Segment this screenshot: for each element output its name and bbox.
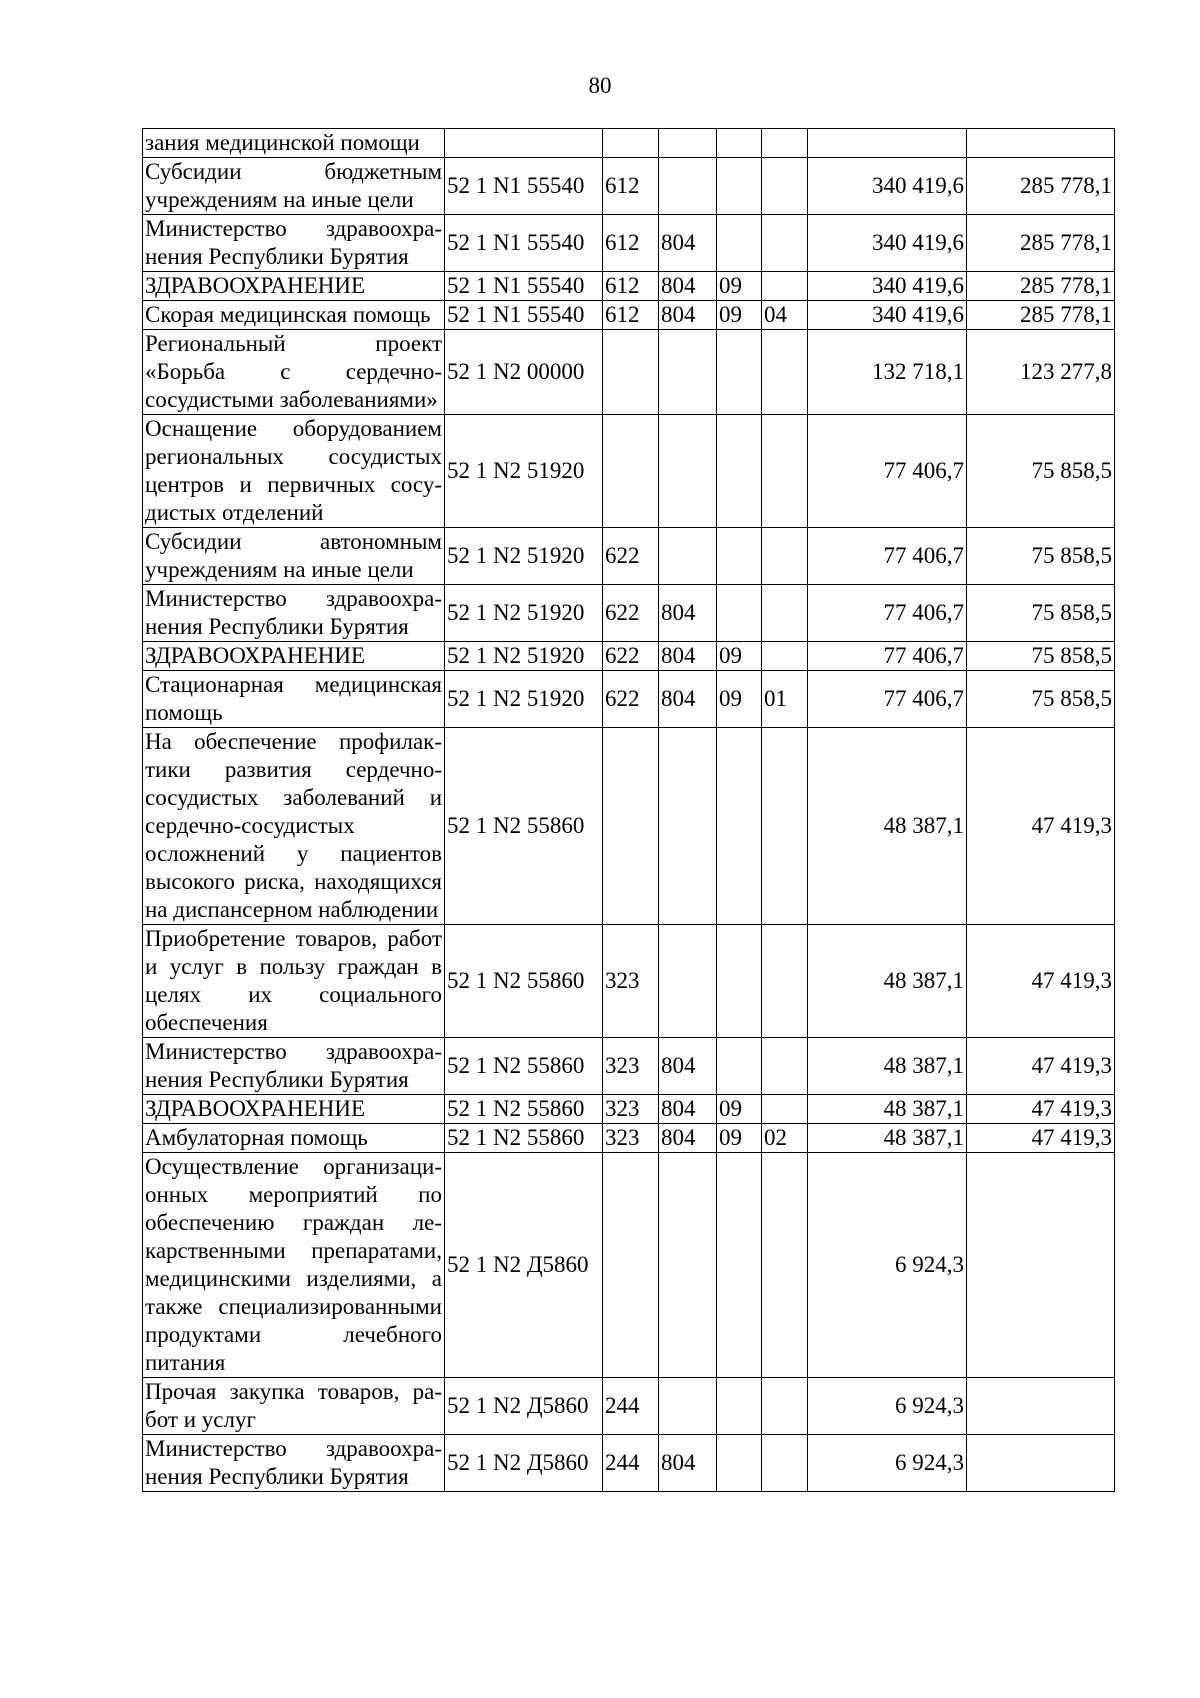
amount-second-year-cell bbox=[967, 129, 1115, 158]
ministry-code-cell: 804 bbox=[659, 301, 717, 330]
expense-type-code-cell bbox=[603, 1153, 659, 1378]
target-article-code-cell: 52 1 N2 Д5860 bbox=[445, 1378, 603, 1435]
amount-second-year-cell: 75 858,5 bbox=[967, 415, 1115, 528]
amount-second-year-cell: 47 419,3 bbox=[967, 1095, 1115, 1124]
table-row bbox=[143, 129, 1115, 158]
subsection-code-cell bbox=[762, 1153, 808, 1378]
table-row bbox=[143, 1095, 1115, 1124]
subsection-code-cell bbox=[762, 925, 808, 1038]
ministry-code-cell: 804 bbox=[659, 1095, 717, 1124]
ministry-code-cell bbox=[659, 1378, 717, 1435]
item-name-cell: Министерство здравоохранения Республики Бурятия bbox=[143, 1435, 445, 1492]
table-row bbox=[143, 671, 1115, 728]
item-name-cell: Стационарная медицинская помощь bbox=[143, 671, 445, 728]
table-row bbox=[143, 1153, 1115, 1378]
target-article-code-cell: 52 1 N1 55540 bbox=[445, 301, 603, 330]
subsection-code-cell: 01 bbox=[762, 671, 808, 728]
amount-second-year-cell: 75 858,5 bbox=[967, 671, 1115, 728]
amount-first-year-cell: 48 387,1 bbox=[808, 1124, 967, 1153]
section-code-cell: 09 bbox=[717, 301, 762, 330]
item-name-cell: ЗДРАВООХРАНЕНИЕ bbox=[143, 642, 445, 671]
item-name-cell: зания медицинской помощи bbox=[143, 129, 445, 158]
target-article-code-cell: 52 1 N2 51920 bbox=[445, 642, 603, 671]
amount-second-year-cell: 123 277,8 bbox=[967, 330, 1115, 415]
table-row bbox=[143, 158, 1115, 215]
section-code-cell bbox=[717, 1378, 762, 1435]
ministry-code-cell bbox=[659, 158, 717, 215]
section-code-cell bbox=[717, 528, 762, 585]
section-code-cell: 09 bbox=[717, 1124, 762, 1153]
subsection-code-cell bbox=[762, 1435, 808, 1492]
amount-first-year-cell: 77 406,7 bbox=[808, 585, 967, 642]
item-name-cell: На обеспечение профилактики развития сердечно-сосудистых заболеваний и сердечно-сосудистых осложнений у пациентов высокого риска, находящихся на диспансерном наблюдении bbox=[143, 728, 445, 925]
section-code-cell: 09 bbox=[717, 1095, 762, 1124]
amount-first-year-cell: 48 387,1 bbox=[808, 1095, 967, 1124]
table-row bbox=[143, 585, 1115, 642]
target-article-code-cell: 52 1 N2 55860 bbox=[445, 1124, 603, 1153]
item-name-cell: Министерство здравоохранения Республики Бурятия bbox=[143, 215, 445, 272]
subsection-code-cell bbox=[762, 1378, 808, 1435]
amount-first-year-cell: 77 406,7 bbox=[808, 528, 967, 585]
target-article-code-cell: 52 1 N2 51920 bbox=[445, 415, 603, 528]
expense-type-code-cell: 622 bbox=[603, 585, 659, 642]
table-row bbox=[143, 301, 1115, 330]
item-name-cell: Скорая медицинская помощь bbox=[143, 301, 445, 330]
item-name-cell: Субсидии автономным учреждениям на иные цели bbox=[143, 528, 445, 585]
ministry-code-cell: 804 bbox=[659, 1124, 717, 1153]
target-article-code-cell: 52 1 N2 00000 bbox=[445, 330, 603, 415]
expense-type-code-cell: 244 bbox=[603, 1378, 659, 1435]
table-row bbox=[143, 1378, 1115, 1435]
amount-first-year-cell: 340 419,6 bbox=[808, 301, 967, 330]
subsection-code-cell bbox=[762, 585, 808, 642]
section-code-cell bbox=[717, 215, 762, 272]
amount-second-year-cell bbox=[967, 1153, 1115, 1378]
section-code-cell bbox=[717, 1435, 762, 1492]
ministry-code-cell bbox=[659, 330, 717, 415]
subsection-code-cell bbox=[762, 1038, 808, 1095]
table-row bbox=[143, 728, 1115, 925]
amount-first-year-cell bbox=[808, 129, 967, 158]
item-name-cell: Приобретение товаров, работ и услуг в пользу граждан в целях их социального обеспечения bbox=[143, 925, 445, 1038]
section-code-cell: 09 bbox=[717, 272, 762, 301]
amount-second-year-cell bbox=[967, 1378, 1115, 1435]
subsection-code-cell bbox=[762, 528, 808, 585]
amount-first-year-cell: 48 387,1 bbox=[808, 925, 967, 1038]
subsection-code-cell bbox=[762, 158, 808, 215]
target-article-code-cell: 52 1 N2 51920 bbox=[445, 585, 603, 642]
item-name-cell: Осуществление организационных мероприятий по обеспечению граждан лекарственными препаратами, медицинскими изделиями, а также специализированными продуктами лечебного питания bbox=[143, 1153, 445, 1378]
table-row bbox=[143, 215, 1115, 272]
expense-type-code-cell: 323 bbox=[603, 925, 659, 1038]
expense-type-code-cell: 244 bbox=[603, 1435, 659, 1492]
section-code-cell bbox=[717, 415, 762, 528]
section-code-cell bbox=[717, 129, 762, 158]
expense-type-code-cell: 612 bbox=[603, 215, 659, 272]
ministry-code-cell bbox=[659, 728, 717, 925]
amount-second-year-cell: 75 858,5 bbox=[967, 528, 1115, 585]
amount-second-year-cell: 75 858,5 bbox=[967, 585, 1115, 642]
ministry-code-cell: 804 bbox=[659, 585, 717, 642]
ministry-code-cell: 804 bbox=[659, 272, 717, 301]
amount-first-year-cell: 77 406,7 bbox=[808, 642, 967, 671]
target-article-code-cell: 52 1 N2 55860 bbox=[445, 1095, 603, 1124]
table-row bbox=[143, 415, 1115, 528]
budget-table bbox=[142, 128, 1115, 1492]
expense-type-code-cell bbox=[603, 728, 659, 925]
amount-second-year-cell: 47 419,3 bbox=[967, 1038, 1115, 1095]
item-name-cell: Субсидии бюджетным учреждениям на иные цели bbox=[143, 158, 445, 215]
item-name-cell: Региональный проект «Борьба с сердечно-сосудистыми заболеваниями» bbox=[143, 330, 445, 415]
subsection-code-cell bbox=[762, 330, 808, 415]
section-code-cell bbox=[717, 728, 762, 925]
item-name-cell: Министерство здравоохранения Республики Бурятия bbox=[143, 585, 445, 642]
expense-type-code-cell: 622 bbox=[603, 642, 659, 671]
amount-second-year-cell: 47 419,3 bbox=[967, 728, 1115, 925]
expense-type-code-cell: 323 bbox=[603, 1124, 659, 1153]
amount-second-year-cell: 47 419,3 bbox=[967, 1124, 1115, 1153]
amount-first-year-cell: 340 419,6 bbox=[808, 215, 967, 272]
ministry-code-cell bbox=[659, 1153, 717, 1378]
amount-first-year-cell: 340 419,6 bbox=[808, 272, 967, 301]
target-article-code-cell bbox=[445, 129, 603, 158]
expense-type-code-cell bbox=[603, 330, 659, 415]
item-name-cell: Прочая закупка товаров, работ и услуг bbox=[143, 1378, 445, 1435]
section-code-cell bbox=[717, 1038, 762, 1095]
table-row bbox=[143, 528, 1115, 585]
expense-type-code-cell: 323 bbox=[603, 1095, 659, 1124]
table-row bbox=[143, 330, 1115, 415]
amount-second-year-cell: 285 778,1 bbox=[967, 215, 1115, 272]
subsection-code-cell bbox=[762, 129, 808, 158]
page-number: 80 bbox=[588, 73, 612, 98]
subsection-code-cell bbox=[762, 642, 808, 671]
ministry-code-cell bbox=[659, 925, 717, 1038]
item-name-cell: ЗДРАВООХРАНЕНИЕ bbox=[143, 1095, 445, 1124]
table-row bbox=[143, 1435, 1115, 1492]
target-article-code-cell: 52 1 N2 51920 bbox=[445, 671, 603, 728]
target-article-code-cell: 52 1 N2 55860 bbox=[445, 1038, 603, 1095]
amount-first-year-cell: 48 387,1 bbox=[808, 1038, 967, 1095]
target-article-code-cell: 52 1 N1 55540 bbox=[445, 158, 603, 215]
amount-second-year-cell: 285 778,1 bbox=[967, 158, 1115, 215]
table-row bbox=[143, 272, 1115, 301]
table-row bbox=[143, 1124, 1115, 1153]
amount-second-year-cell: 47 419,3 bbox=[967, 925, 1115, 1038]
expense-type-code-cell: 612 bbox=[603, 272, 659, 301]
expense-type-code-cell: 622 bbox=[603, 671, 659, 728]
ministry-code-cell: 804 bbox=[659, 1038, 717, 1095]
ministry-code-cell: 804 bbox=[659, 1435, 717, 1492]
table-row bbox=[143, 642, 1115, 671]
subsection-code-cell bbox=[762, 1095, 808, 1124]
target-article-code-cell: 52 1 N2 55860 bbox=[445, 925, 603, 1038]
subsection-code-cell bbox=[762, 415, 808, 528]
item-name-cell: Министерство здравоохранения Республики Бурятия bbox=[143, 1038, 445, 1095]
amount-second-year-cell: 285 778,1 bbox=[967, 272, 1115, 301]
amount-first-year-cell: 340 419,6 bbox=[808, 158, 967, 215]
target-article-code-cell: 52 1 N2 Д5860 bbox=[445, 1435, 603, 1492]
section-code-cell bbox=[717, 585, 762, 642]
expense-type-code-cell: 612 bbox=[603, 301, 659, 330]
section-code-cell bbox=[717, 330, 762, 415]
target-article-code-cell: 52 1 N2 51920 bbox=[445, 528, 603, 585]
target-article-code-cell: 52 1 N1 55540 bbox=[445, 272, 603, 301]
target-article-code-cell: 52 1 N2 Д5860 bbox=[445, 1153, 603, 1378]
amount-second-year-cell: 75 858,5 bbox=[967, 642, 1115, 671]
table-body bbox=[143, 129, 1115, 1492]
table-row bbox=[143, 1038, 1115, 1095]
amount-first-year-cell: 77 406,7 bbox=[808, 415, 967, 528]
ministry-code-cell: 804 bbox=[659, 215, 717, 272]
ministry-code-cell bbox=[659, 129, 717, 158]
item-name-cell: Амбулаторная помощь bbox=[143, 1124, 445, 1153]
expense-type-code-cell bbox=[603, 129, 659, 158]
amount-first-year-cell: 6 924,3 bbox=[808, 1153, 967, 1378]
expense-type-code-cell: 612 bbox=[603, 158, 659, 215]
amount-first-year-cell: 6 924,3 bbox=[808, 1435, 967, 1492]
expense-type-code-cell: 323 bbox=[603, 1038, 659, 1095]
target-article-code-cell: 52 1 N2 55860 bbox=[445, 728, 603, 925]
ministry-code-cell: 804 bbox=[659, 671, 717, 728]
amount-second-year-cell: 285 778,1 bbox=[967, 301, 1115, 330]
ministry-code-cell: 804 bbox=[659, 642, 717, 671]
expense-type-code-cell: 622 bbox=[603, 528, 659, 585]
subsection-code-cell bbox=[762, 272, 808, 301]
section-code-cell bbox=[717, 1153, 762, 1378]
target-article-code-cell: 52 1 N1 55540 bbox=[445, 215, 603, 272]
amount-first-year-cell: 6 924,3 bbox=[808, 1378, 967, 1435]
section-code-cell: 09 bbox=[717, 671, 762, 728]
section-code-cell: 09 bbox=[717, 642, 762, 671]
section-code-cell bbox=[717, 925, 762, 1038]
item-name-cell: Оснащение оборудованием региональных сосудистых центров и первичных сосудистых отделений bbox=[143, 415, 445, 528]
amount-first-year-cell: 132 718,1 bbox=[808, 330, 967, 415]
amount-first-year-cell: 77 406,7 bbox=[808, 671, 967, 728]
table-row bbox=[143, 925, 1115, 1038]
amount-second-year-cell bbox=[967, 1435, 1115, 1492]
subsection-code-cell: 04 bbox=[762, 301, 808, 330]
subsection-code-cell bbox=[762, 215, 808, 272]
item-name-cell: ЗДРАВООХРАНЕНИЕ bbox=[143, 272, 445, 301]
subsection-code-cell: 02 bbox=[762, 1124, 808, 1153]
ministry-code-cell bbox=[659, 415, 717, 528]
subsection-code-cell bbox=[762, 728, 808, 925]
section-code-cell bbox=[717, 158, 762, 215]
expense-type-code-cell bbox=[603, 415, 659, 528]
ministry-code-cell bbox=[659, 528, 717, 585]
amount-first-year-cell: 48 387,1 bbox=[808, 728, 967, 925]
